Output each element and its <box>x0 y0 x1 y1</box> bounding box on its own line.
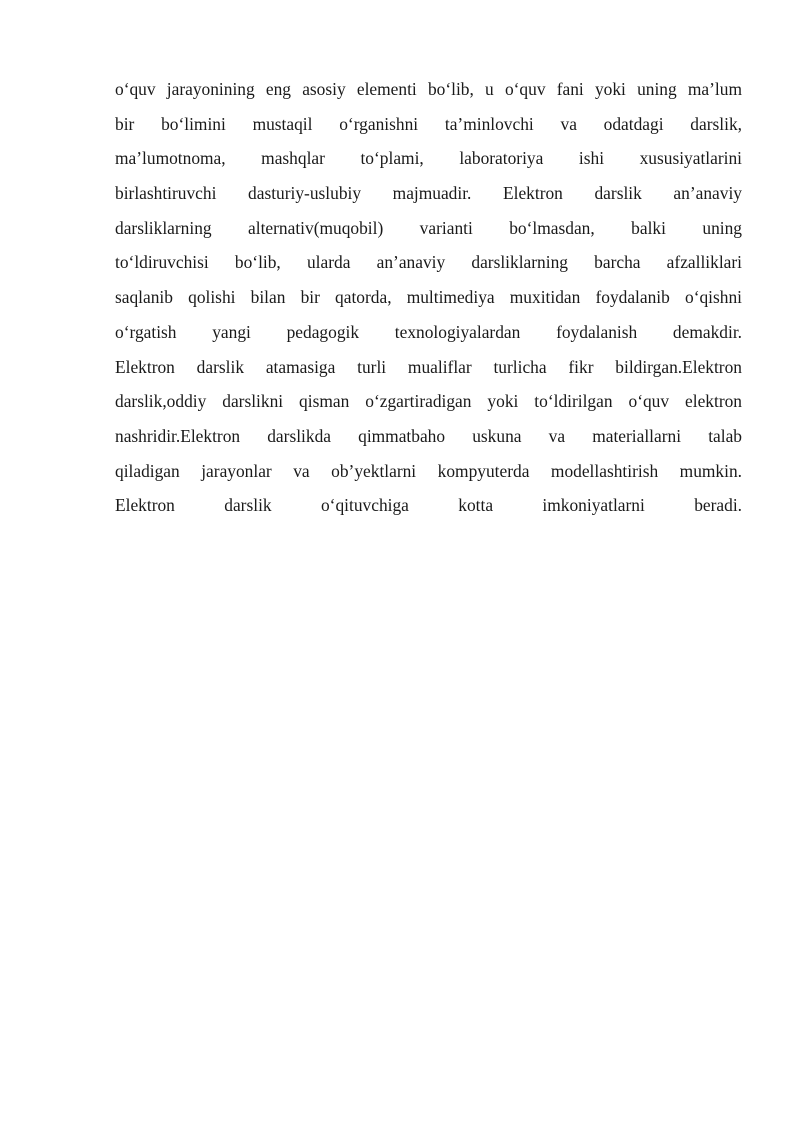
paragraph-line-10: darslik,oddiy darslikni qisman o‘zgartiradigan yoki to‘ldirilgan o‘quv elektron <box>115 391 742 412</box>
paragraph-line-5: darsliklarning alternativ(muqobil) varianti bo‘lmasdan, balki uning <box>115 217 742 238</box>
paragraph-line-13: Elektron darslik o‘qituvchiga kotta imkoniyatlarni beradi. <box>115 495 742 516</box>
paragraph-line-4: birlashtiruvchi dasturiy-uslubiy majmuadir. Elektron darslik an’anaviy <box>115 183 742 204</box>
paragraph-line-12: qiladigan jarayonlar va ob’yektlarni kompyuterda modellashtirish mumkin. <box>115 460 742 481</box>
paragraph-line-2: bir bo‘limini mustaqil o‘rganishni ta’minlovchi va odatdagi darslik, <box>115 113 742 134</box>
paragraph-line-3: ma’lumotnoma, mashqlar to‘plami, laboratoriya ishi xususiyatlarini <box>115 148 742 169</box>
paragraph-line-7: saqlanib qolishi bilan bir qatorda, multimediya muxitidan foydalanib o‘qishni <box>115 287 742 308</box>
paragraph-line-6: to‘ldiruvchisi bo‘lib, ularda an’anaviy darsliklarning barcha afzalliklari <box>115 252 742 273</box>
paragraph-line-1: o‘quv jarayonining eng asosiy elementi bo‘lib, u o‘quv fani yoki uning ma’lum <box>115 79 742 99</box>
paragraph-line-8: o‘rgatish yangi pedagogik texnologiyalardan foydalanish demakdir. <box>115 321 742 342</box>
paragraph-line-9: Elektron darslik atamasiga turli mualiflar turlicha fikr bildirgan.Elektron <box>115 356 742 377</box>
body-paragraph <box>115 72 742 523</box>
paragraph-line-11: nashridir.Elektron darslikda qimmatbaho uskuna va materiallarni talab <box>115 425 742 446</box>
